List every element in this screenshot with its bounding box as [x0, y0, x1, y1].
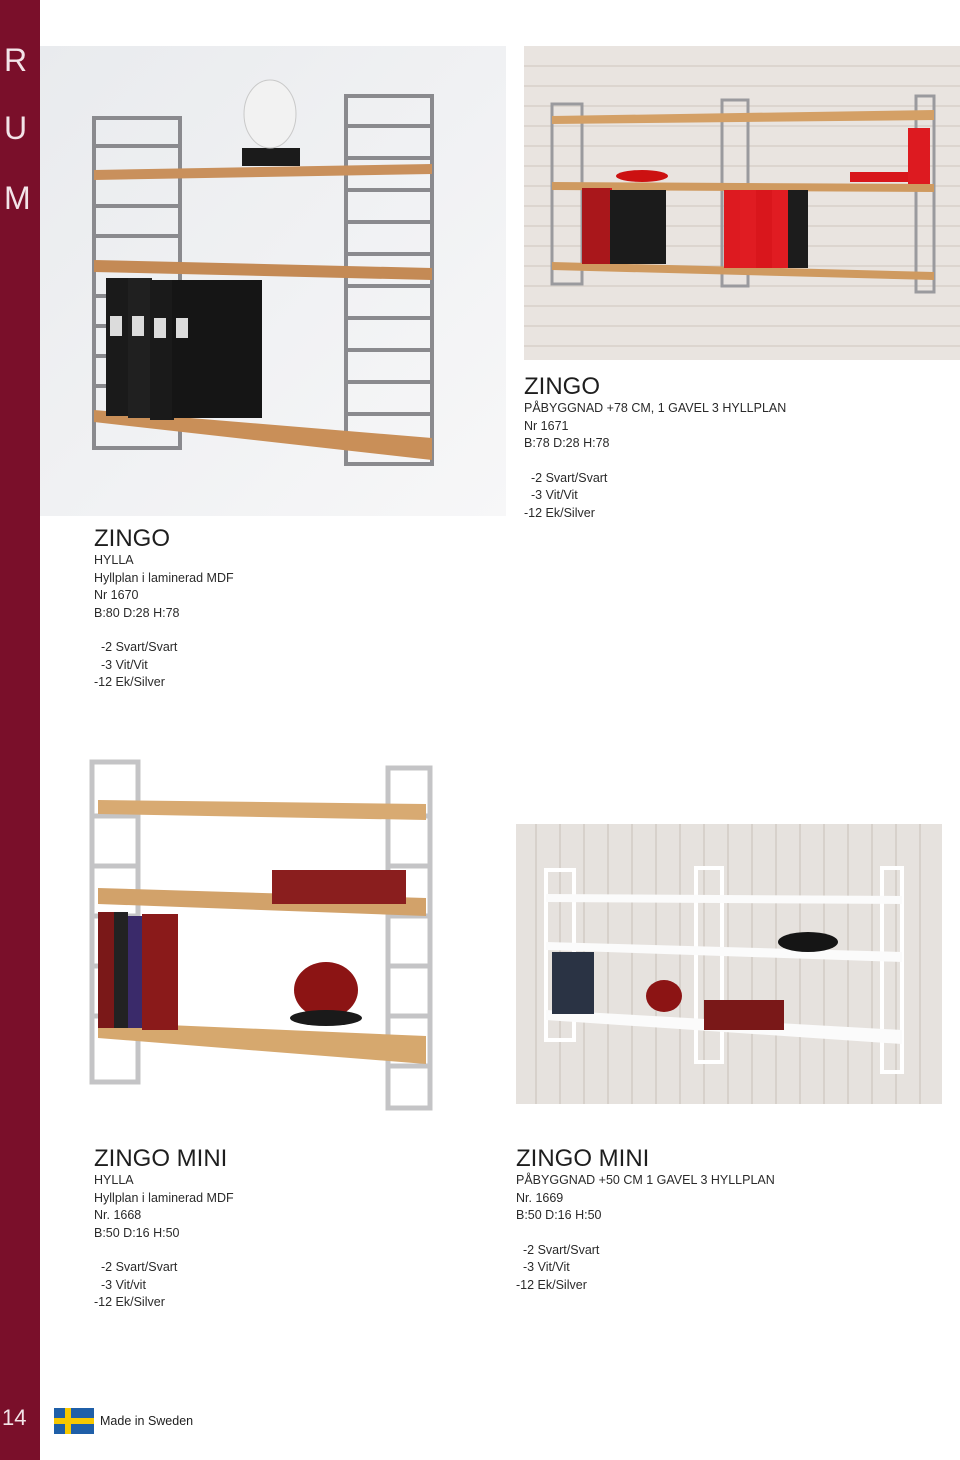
product-dimensions: B:50 D:16 H:50 [516, 1208, 602, 1222]
product-dimensions: B:50 D:16 H:50 [94, 1225, 180, 1240]
made-in-sweden-label: Made in Sweden [100, 1414, 194, 1428]
product-number: Nr 1670 [94, 588, 139, 602]
product-info-zingo-hylla [94, 526, 394, 692]
page-number: 14 [2, 1405, 27, 1430]
variant-item: -2 Svart/Svart [101, 640, 178, 654]
variant-item: -3 Vit/Vit [523, 1260, 570, 1274]
product-title: ZINGO [524, 373, 600, 400]
variant-item: -3 Vit/vit [101, 1277, 146, 1292]
product-title: ZINGO [94, 525, 170, 552]
variant-item: -2 Svart/Svart [101, 1260, 178, 1274]
product-type: PÅBYGGNAD +50 CM 1 GAVEL 3 HYLLPLAN [516, 1173, 775, 1187]
product-title: ZINGO MINI [516, 1145, 650, 1172]
variant-item: -3 Vit/Vit [531, 488, 578, 502]
variant-item: -2 Svart/Svart [523, 1242, 600, 1257]
variant-item: -12 Ek/Silver [524, 505, 595, 520]
product-number: Nr. 1668 [94, 1208, 142, 1222]
product-type: PÅBYGGNAD +78 CM, 1 GAVEL 3 HYLLPLAN [524, 401, 787, 415]
product-info-zingo-mini-pabyggnad [516, 1146, 936, 1294]
product-photo-zingo-mini-hylla [86, 756, 436, 1124]
product-photo-zingo-mini-pabyggnad [516, 824, 942, 1104]
variant-item: -12 Ek/Silver [516, 1277, 587, 1292]
sidebar [0, 0, 40, 1460]
variant-item: -12 Ek/Silver [94, 675, 165, 689]
product-number: Nr. 1669 [516, 1190, 564, 1205]
product-dimensions: B:78 D:28 H:78 [524, 436, 610, 450]
sweden-flag-icon [54, 1408, 94, 1434]
sidebar-letter: R [4, 42, 28, 78]
product-material: Hyllplan i laminerad MDF [94, 570, 234, 585]
product-photo-zingo-pabyggnad [524, 46, 960, 360]
product-type: HYLLA [94, 553, 134, 567]
sidebar-letter: U [4, 110, 28, 146]
product-number: Nr 1671 [524, 418, 569, 433]
variant-item: -2 Svart/Svart [531, 470, 608, 485]
product-material: Hyllplan i laminerad MDF [94, 1190, 234, 1205]
variant-item: -12 Ek/Silver [94, 1295, 165, 1309]
product-title: ZINGO MINI [94, 1145, 228, 1172]
product-type: HYLLA [94, 1173, 134, 1187]
sidebar-letter: M [4, 180, 31, 216]
product-info-zingo-pabyggnad [524, 374, 944, 522]
variant-item: -3 Vit/Vit [101, 657, 148, 672]
product-dimensions: B:80 D:28 H:78 [94, 605, 180, 620]
product-photo-zingo-hylla [40, 46, 506, 516]
product-info-zingo-mini-hylla [94, 1146, 414, 1312]
